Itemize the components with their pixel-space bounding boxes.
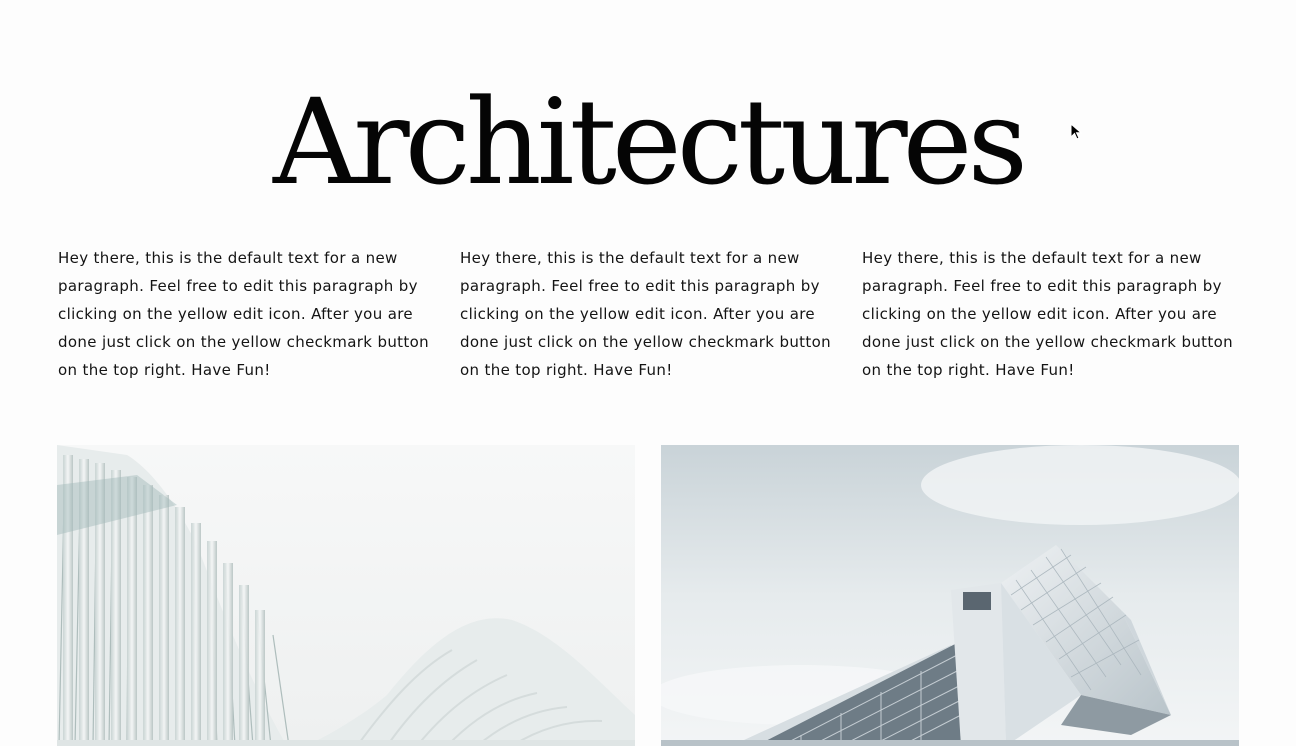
paragraph-1[interactable]: Hey there, this is the default text for a new paragraph. Feel free to edit this paragraph by clicking on the yellow edit icon. After you are done just click on the yellow checkmark button on the top right. Have Fun!	[58, 249, 430, 379]
glass-cube-building-photo	[661, 445, 1239, 746]
gallery-image-right[interactable]	[661, 445, 1239, 746]
page-title: Architectures	[273, 73, 1023, 211]
mouse-cursor-icon	[1070, 123, 1082, 141]
paragraph-3[interactable]: Hey there, this is the default text for a new paragraph. Feel free to edit this paragraph by clicking on the yellow edit icon. After you are done just click on the yellow checkmark button on the top right. Have Fun!	[862, 249, 1234, 379]
gallery-image-left[interactable]	[57, 445, 635, 746]
paragraph-2[interactable]: Hey there, this is the default text for a new paragraph. Feel free to edit this paragraph by clicking on the yellow edit icon. After you are done just click on the yellow checkmark button on the top right. Have Fun!	[460, 249, 832, 379]
white-ribbed-building-photo	[57, 445, 635, 746]
